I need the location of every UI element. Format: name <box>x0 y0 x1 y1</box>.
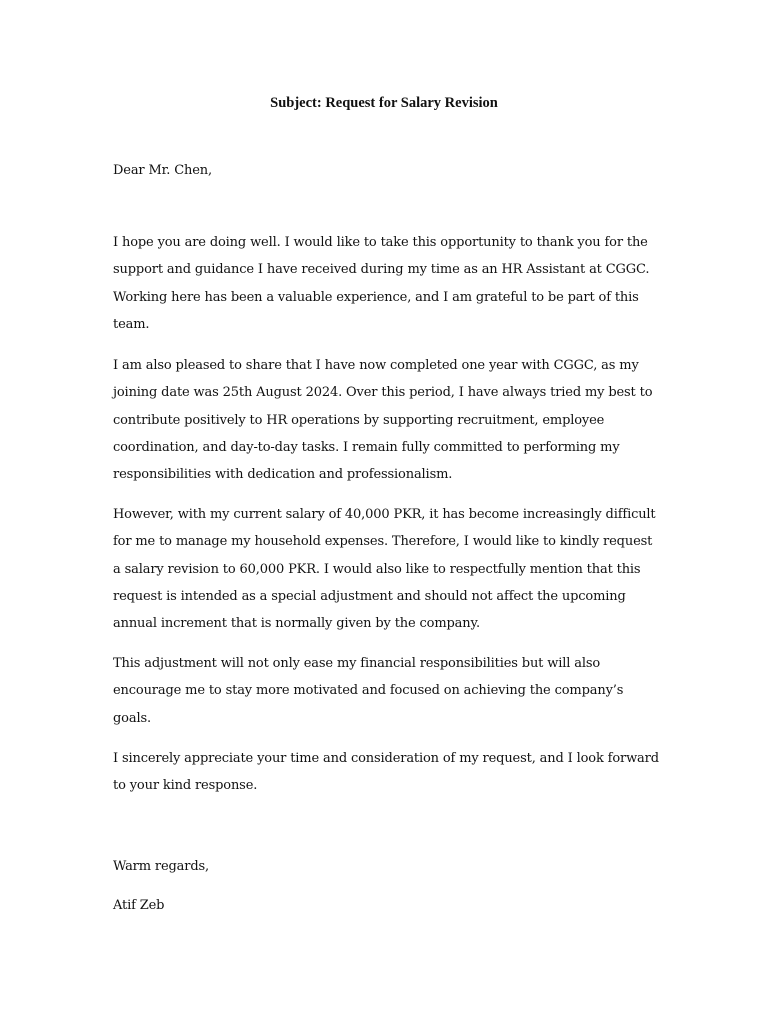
letter-closing: Warm regards, <box>113 859 210 874</box>
letter-paragraph-2: I am also pleased to share that I have now completed one year with CGGC, as my joining date was 25th August 2024. Over this period, I have always tried my best to contribute positively to HR operations by supporting recruitment, employee coordination, and day-to-day tasks. I remain fully committed to performing my responsibilities with dedication and professionalism. <box>113 358 653 483</box>
letter-paragraph-4: This adjustment will not only ease my financial responsibilities but will also encourage me to stay more motivated and focused on achieving the company’s goals. <box>113 656 624 726</box>
letter-signature: Atif Zeb <box>113 898 165 913</box>
letter-paragraph-1: I hope you are doing well. I would like to take this opportunity to thank you for the support and guidance I have received during my time as an HR Assistant at CGGC. Working here has been a valuable experience, and I am grateful to be part of this team. <box>113 235 650 332</box>
letter-paragraph-3: However, with my current salary of 40,000 PKR, it has become increasingly difficult for me to manage my household expenses. Therefore, I would like to kindly request a salary revision to 60,000 PKR. I would also like to respectfully mention that this request is intended as a special adjustment and should not affect the upcoming annual increment that is normally given by the company. <box>113 507 656 632</box>
letter-subject: Subject: Request for Salary Revision <box>270 95 498 111</box>
letter-greeting: Dear Mr. Chen, <box>113 163 212 178</box>
letter-paragraph-5: I sincerely appreciate your time and consideration of my request, and I look forward to your kind response. <box>113 751 659 794</box>
